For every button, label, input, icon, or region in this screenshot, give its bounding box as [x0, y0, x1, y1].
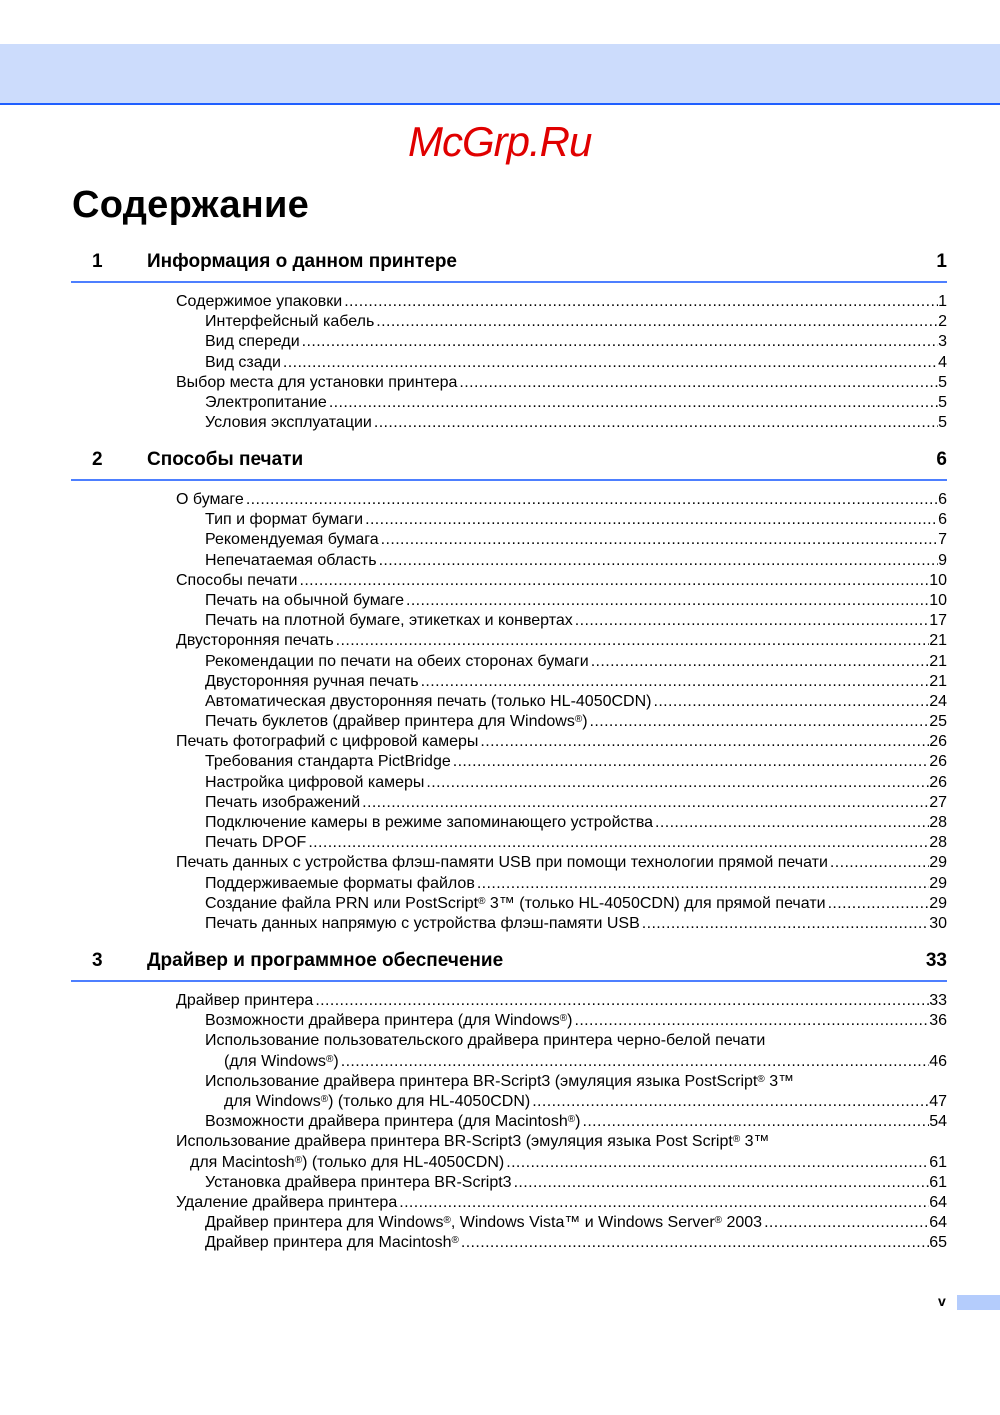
- toc-entries: [71, 991, 947, 1253]
- toc-text-part: Использование пользовательского драйвера принтера черно-белой печати: [205, 1032, 766, 1050]
- toc-entry[interactable]: [71, 833, 947, 853]
- toc-entry-text: [205, 332, 300, 352]
- toc-text-part: Удаление драйвера принтера: [176, 1193, 398, 1211]
- toc-text-part: О бумаге: [176, 491, 244, 508]
- dot-leader: [313, 991, 929, 1011]
- toc-entry-text: [224, 1052, 339, 1072]
- registered-mark: ®: [757, 1073, 765, 1085]
- toc-entry[interactable]: [71, 312, 947, 332]
- toc-page-number: 61: [929, 1173, 947, 1191]
- dot-leader: [573, 611, 929, 631]
- toc-text-part: Подключение камеры в режиме запоминающего устройства: [205, 814, 654, 831]
- toc-entry[interactable]: [71, 853, 947, 873]
- toc-text-part: (для Windows: [224, 1052, 327, 1070]
- toc-entry-text: [205, 874, 475, 894]
- toc-entry[interactable]: [71, 773, 947, 793]
- toc-entry-text: [176, 373, 457, 393]
- toc-entry[interactable]: [71, 530, 947, 550]
- header-band: [0, 44, 1000, 105]
- toc-page-number: 21: [929, 632, 947, 650]
- toc-text-part: Возможности драйвера принтера (для Windows: [205, 1012, 560, 1030]
- toc-entry[interactable]: [71, 1031, 947, 1051]
- dot-leader: [762, 1213, 929, 1233]
- dot-leader: [360, 793, 929, 813]
- chapter-heading[interactable]: [71, 445, 947, 481]
- dot-leader: [244, 490, 938, 510]
- toc-entry-text: [205, 793, 360, 813]
- page-title: Содержание: [72, 184, 310, 226]
- dot-leader: [297, 571, 929, 591]
- toc-text-part: Драйвер принтера для Macintosh: [205, 1234, 452, 1252]
- toc-page-number: 26: [929, 733, 947, 751]
- toc-entries: [71, 292, 947, 433]
- dot-leader: [530, 1092, 929, 1112]
- chapter-title[interactable]: Способы печати: [147, 449, 304, 470]
- dot-leader: [794, 1072, 947, 1092]
- toc-text-part: 3™: [740, 1133, 770, 1151]
- toc-page-number: 6: [938, 491, 947, 508]
- dot-leader: [512, 1173, 930, 1193]
- dot-leader: [334, 631, 930, 651]
- toc-entry[interactable]: [71, 652, 947, 672]
- dot-leader: [459, 1233, 929, 1253]
- chapter-heading[interactable]: [71, 946, 947, 982]
- toc-entry-text: [176, 1193, 397, 1213]
- toc-entry[interactable]: [71, 292, 947, 312]
- toc-text-part: Интерфейсный кабель: [205, 313, 375, 331]
- registered-mark: ®: [451, 1235, 459, 1247]
- toc-text-part: Печать изображений: [205, 793, 361, 811]
- toc-text-part: Содержимое упаковки: [176, 293, 343, 310]
- toc-page-number: 6: [938, 511, 947, 529]
- toc-page-number: 29: [929, 854, 947, 872]
- chapter-number: 1: [92, 251, 103, 272]
- toc-entry-text: [176, 631, 334, 651]
- chapter-page: 1: [936, 251, 947, 272]
- toc-text-part: 2003: [722, 1214, 763, 1232]
- registered-mark: ®: [732, 1134, 741, 1146]
- toc-text-part: Условия эксплуатации: [205, 414, 372, 432]
- toc-page-number: 21: [929, 672, 947, 690]
- toc-text-part: Использование драйвера принтера BR-Script3 (эмуляция языка PostScript: [205, 1072, 758, 1090]
- toc-text-part: Установка драйвера принтера BR-Script3: [205, 1173, 512, 1191]
- toc-text-part: Создание файла PRN или PostScript: [205, 894, 479, 912]
- dot-leader: [374, 312, 938, 332]
- toc-text-part: ): [567, 1012, 573, 1030]
- toc-entry[interactable]: [71, 611, 947, 631]
- toc-page-number: 5: [938, 393, 947, 411]
- toc-entry-text: [205, 1031, 765, 1051]
- toc-text-part: 3™ (только HL-4050CDN) для прямой печати: [485, 894, 826, 912]
- toc-entry[interactable]: [71, 752, 947, 772]
- dot-leader: [339, 1052, 929, 1072]
- registered-mark: ®: [559, 1013, 568, 1025]
- toc-entry[interactable]: [71, 1112, 947, 1132]
- toc-entry-text: [205, 752, 451, 772]
- dot-leader: [651, 692, 929, 712]
- toc-page-number: 5: [938, 414, 947, 432]
- toc-page-number: 54: [929, 1113, 947, 1131]
- toc-entry-text: [176, 490, 244, 510]
- dot-leader: [379, 530, 938, 550]
- toc-page-number: 61: [929, 1153, 947, 1171]
- toc-page-number: 47: [929, 1092, 947, 1110]
- toc-text-part: Тип и формат бумаги: [205, 511, 364, 529]
- toc-entry-text: [205, 773, 424, 793]
- toc-text-part: Выбор места для установки принтера: [176, 373, 458, 391]
- toc-text-part: Печать данных напрямую с устройства флэш-памяти USB: [205, 914, 640, 932]
- dot-leader: [327, 393, 938, 413]
- toc-entry[interactable]: [71, 991, 947, 1011]
- chapter-number: 3: [92, 950, 103, 971]
- toc-page-number: 65: [929, 1234, 947, 1252]
- toc-entry-text: [205, 833, 306, 853]
- toc-text-part: Драйвер принтера для Windows: [205, 1214, 444, 1232]
- toc-page-number: 3: [938, 333, 947, 351]
- toc-entries: [71, 490, 947, 934]
- toc-text-part: Двусторонняя ручная печать: [205, 672, 419, 690]
- toc-entry[interactable]: [71, 413, 947, 433]
- toc-entry-text: [176, 1132, 770, 1152]
- toc-text-part: ): [582, 713, 588, 731]
- toc-text-part: ): [333, 1052, 339, 1070]
- dot-leader: [306, 833, 929, 853]
- toc-page-number: 26: [929, 773, 947, 791]
- toc-entry[interactable]: [71, 692, 947, 712]
- toc-page-number: 1: [938, 293, 947, 310]
- toc-text-part: для Macintosh: [190, 1153, 295, 1171]
- toc-entry-text: [176, 571, 297, 591]
- toc-page-number: 27: [929, 793, 947, 811]
- toc-page-number: 2: [938, 313, 947, 331]
- page-tab-marker: [957, 1295, 1000, 1310]
- dot-leader: [580, 1112, 929, 1132]
- toc-page-number: 10: [929, 591, 947, 609]
- toc-text-part: Печать данных с устройства флэш-памяти USB при помощи технологии прямой печати: [176, 854, 828, 872]
- toc-text-part: ) (только для HL-4050CDN): [302, 1153, 505, 1171]
- toc-text-part: Электропитание: [205, 393, 327, 411]
- toc-page-number: 26: [929, 753, 947, 771]
- toc-entry-text: [176, 991, 313, 1011]
- dot-leader: [363, 510, 938, 530]
- dot-leader: [826, 894, 930, 914]
- toc-entry-text: [205, 914, 640, 934]
- toc-entry-text: [205, 591, 404, 611]
- toc-entry-text: [205, 1233, 459, 1253]
- toc-entry[interactable]: [71, 393, 947, 413]
- chapter-2: [71, 445, 947, 934]
- dot-leader: [588, 712, 930, 732]
- toc-entry-text: [205, 1072, 794, 1092]
- toc-entry-text: [205, 1112, 580, 1132]
- dot-leader: [765, 1031, 947, 1051]
- toc-text-part: Способы печати: [176, 571, 298, 589]
- dot-leader: [451, 752, 929, 772]
- dot-leader: [653, 813, 929, 833]
- toc-entry-text: [205, 353, 281, 373]
- dot-leader: [770, 1132, 947, 1152]
- toc-entry-text: [205, 611, 573, 631]
- chapter-3: [71, 946, 947, 1253]
- toc-entry[interactable]: [71, 672, 947, 692]
- dot-leader: [640, 914, 929, 934]
- toc-entry-text: [205, 894, 826, 914]
- toc-text-part: ) (только для HL-4050CDN): [328, 1092, 531, 1110]
- toc-page-number: 5: [938, 373, 947, 391]
- toc-text-part: Печать буклетов (драйвер принтера для Windows: [205, 713, 575, 731]
- toc-text-part: Поддерживаемые форматы файлов: [205, 874, 475, 892]
- dot-leader: [281, 353, 938, 373]
- toc-entry-text: [205, 413, 372, 433]
- toc-entry[interactable]: [71, 591, 947, 611]
- toc-entry[interactable]: [71, 490, 947, 510]
- toc-entry-text: [205, 813, 653, 833]
- dot-leader: [372, 413, 938, 433]
- registered-mark: ®: [294, 1154, 303, 1166]
- toc-entry[interactable]: [71, 712, 947, 732]
- toc-text-part: Рекомендуемая бумага: [205, 531, 379, 549]
- toc-entry-text: [205, 692, 651, 712]
- chapter-number: 2: [92, 449, 103, 470]
- dot-leader: [475, 874, 929, 894]
- dot-leader: [342, 292, 938, 312]
- chapter-page: 33: [925, 950, 947, 971]
- toc-entry[interactable]: [71, 373, 947, 393]
- toc-text-part: ): [575, 1113, 581, 1131]
- toc-page-number: 46: [929, 1052, 947, 1070]
- toc-page-number: 33: [929, 992, 947, 1009]
- toc-entry-text: [205, 393, 327, 413]
- registered-mark: ®: [443, 1215, 451, 1227]
- toc-text-part: Драйвер принтера: [176, 992, 314, 1009]
- toc-entry[interactable]: [71, 1153, 947, 1173]
- toc-entry[interactable]: [71, 631, 947, 651]
- toc-page-number: 29: [929, 894, 947, 912]
- toc-text-part: , Windows Vista™ и Windows Server: [450, 1214, 715, 1232]
- toc-page-number: 10: [929, 571, 947, 589]
- toc-entry[interactable]: [71, 894, 947, 914]
- toc-page-number: 7: [938, 531, 947, 549]
- toc-text-part: Печать DPOF: [205, 834, 307, 852]
- toc-entry-text: [205, 530, 379, 550]
- toc-entry-text: [205, 312, 374, 332]
- toc-text-part: Использование драйвера принтера BR-Script3 (эмуляция языка Post Script: [176, 1133, 733, 1151]
- toc-entry[interactable]: [71, 571, 947, 591]
- chapter-heading[interactable]: [71, 247, 947, 283]
- toc-entry-text: [176, 292, 342, 312]
- toc-text-part: Вид спереди: [205, 333, 300, 351]
- toc-page-number: 24: [929, 692, 947, 710]
- registered-mark: ®: [567, 1114, 576, 1126]
- toc-text-part: Печать фотографий с цифровой камеры: [176, 733, 479, 751]
- toc-page-number: 28: [929, 834, 947, 852]
- toc-page-number: 4: [938, 353, 947, 371]
- dot-leader: [300, 332, 938, 352]
- watermark-logo: McGrp.Ru: [408, 118, 592, 165]
- toc-entry[interactable]: [71, 510, 947, 530]
- chapter-title[interactable]: Драйвер и программное обеспечение: [147, 950, 504, 971]
- dot-leader: [419, 672, 930, 692]
- toc-entry-text: [205, 510, 363, 530]
- toc-text-part: Двусторонняя печать: [176, 632, 334, 650]
- toc-entry[interactable]: [71, 813, 947, 833]
- dot-leader: [572, 1011, 929, 1031]
- toc-entry[interactable]: [71, 551, 947, 571]
- toc-page-number: 17: [929, 612, 947, 630]
- toc-page-number: 64: [929, 1193, 947, 1211]
- toc-page-number: 21: [929, 652, 947, 670]
- chapter-page: 6: [936, 449, 947, 470]
- toc-entry-text: [205, 1173, 512, 1193]
- toc-page-number: 28: [929, 814, 947, 831]
- registered-mark: ®: [714, 1215, 723, 1227]
- toc-page-number: 64: [929, 1214, 947, 1232]
- chapter-title[interactable]: Информация о данном принтере: [147, 251, 458, 272]
- dot-leader: [377, 551, 939, 571]
- dot-leader: [404, 591, 929, 611]
- toc-entry[interactable]: [71, 1011, 947, 1031]
- toc-entry[interactable]: [71, 1213, 947, 1233]
- toc-text-part: для Windows: [224, 1092, 321, 1110]
- toc-entry[interactable]: [71, 1233, 947, 1253]
- toc-entry-text: [205, 712, 588, 732]
- toc-entry-text: [176, 853, 828, 873]
- dot-leader: [504, 1153, 929, 1173]
- toc-entry[interactable]: [71, 1092, 947, 1112]
- toc-entry[interactable]: [71, 1052, 947, 1072]
- toc-entry[interactable]: [71, 1072, 947, 1092]
- toc-entry[interactable]: [71, 732, 947, 752]
- registered-mark: ®: [574, 714, 583, 726]
- toc-page-number: 29: [929, 874, 947, 892]
- registered-mark: ®: [478, 895, 486, 907]
- page-number: v: [938, 1293, 946, 1309]
- dot-leader: [589, 652, 930, 672]
- toc-entry-text: [205, 1011, 572, 1031]
- toc-text-part: Непечатаемая область: [205, 551, 377, 569]
- toc-page-number: 25: [929, 713, 947, 731]
- toc-text-part: Вид сзади: [205, 353, 281, 371]
- toc-text-part: Автоматическая двусторонняя печать (только HL-4050CDN): [205, 692, 652, 710]
- registered-mark: ®: [326, 1053, 334, 1065]
- toc-text-part: Рекомендации по печати на обеих сторонах бумаги: [205, 652, 589, 670]
- toc-page-number: 9: [938, 551, 947, 569]
- toc-entry[interactable]: [71, 1132, 947, 1152]
- toc-entry[interactable]: [71, 914, 947, 934]
- toc-entry[interactable]: [71, 332, 947, 352]
- toc-entry[interactable]: [71, 1193, 947, 1213]
- toc-entry-text: [176, 732, 478, 752]
- toc-entry-text: [224, 1092, 530, 1112]
- toc-text-part: Требования стандарта PictBridge: [205, 753, 451, 771]
- toc-text-part: Печать на плотной бумаге, этикетках и конвертах: [205, 612, 573, 630]
- toc-page-number: 30: [929, 914, 947, 932]
- dot-leader: [478, 732, 929, 752]
- toc-entry[interactable]: [71, 793, 947, 813]
- toc-entry-text: [205, 672, 419, 692]
- toc-entry-text: [205, 551, 377, 571]
- toc-page-number: 36: [929, 1012, 947, 1030]
- toc-entry-text: [205, 1213, 762, 1233]
- toc-entry-text: [190, 1153, 504, 1173]
- toc-text-part: Печать на обычной бумаге: [205, 591, 404, 609]
- toc-entry-text: [205, 652, 589, 672]
- toc-entry[interactable]: [71, 353, 947, 373]
- toc-entry[interactable]: [71, 874, 947, 894]
- toc-text-part: Возможности драйвера принтера (для Macintosh: [205, 1113, 568, 1131]
- dot-leader: [397, 1193, 929, 1213]
- chapter-1: [71, 247, 947, 433]
- dot-leader: [424, 773, 929, 793]
- toc-text-part: Настройка цифровой камеры: [205, 773, 425, 791]
- toc-text-part: 3™: [764, 1072, 795, 1090]
- toc-entry[interactable]: [71, 1173, 947, 1193]
- dot-leader: [457, 373, 938, 393]
- registered-mark: ®: [320, 1093, 329, 1105]
- dot-leader: [828, 853, 929, 873]
